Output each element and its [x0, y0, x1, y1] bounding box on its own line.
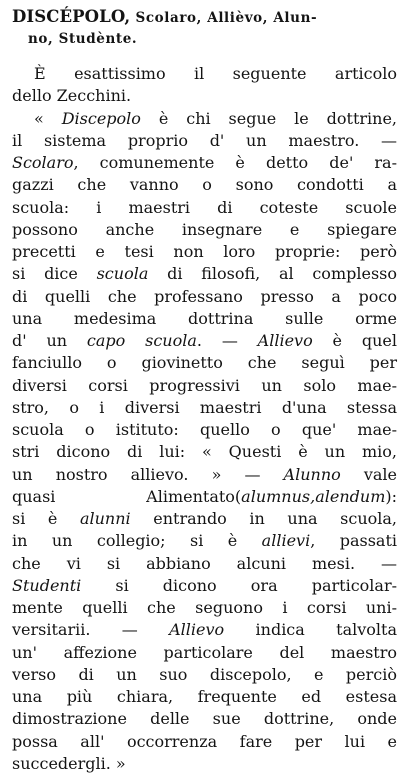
- italic-term: scuola: [96, 264, 149, 284]
- text-run: indica talvolta: [224, 620, 397, 640]
- italic-term: alunni: [79, 509, 131, 528]
- article-line: [12, 219, 397, 241]
- article-line: [12, 530, 397, 552]
- text-run: d' un: [12, 331, 87, 350]
- text-run: ):: [385, 486, 397, 506]
- article-line: [12, 441, 397, 463]
- text-run: succedergli. »: [12, 753, 126, 773]
- article-line: [12, 731, 397, 753]
- text-run: stri dicono di lui: « Questi è un mio,: [12, 442, 397, 462]
- italic-term: Scolaro: [12, 153, 74, 172]
- article-line: [12, 241, 397, 263]
- text-run: scuola o istituto: quello o que' mae-: [12, 420, 397, 439]
- italic-term: alumnus,alendum: [241, 486, 386, 506]
- text-run: . —: [196, 331, 258, 350]
- article-line: [12, 664, 397, 686]
- text-run: dimostrazione delle sue dottrine, onde: [12, 709, 397, 729]
- text-run: si dicono ora particolar-: [81, 575, 397, 595]
- article-line: [12, 753, 397, 775]
- article-line: [12, 397, 397, 419]
- text-run: versitarii. —: [12, 620, 170, 640]
- article-line: [12, 108, 397, 130]
- text-run: «: [34, 108, 62, 128]
- article-line: [12, 263, 397, 285]
- article-line: [12, 308, 397, 330]
- article-line: [12, 152, 397, 174]
- text-run: in un collegio; si è: [12, 531, 262, 551]
- article-line: [12, 708, 397, 730]
- text-run: quasi Alimentato(: [12, 486, 242, 506]
- article-line: [12, 352, 397, 374]
- text-run: un nostro allievo. » —: [12, 464, 284, 484]
- article-line: [12, 330, 397, 352]
- text-run: una medesima dottrina sulle orme: [12, 308, 397, 328]
- article-line: [12, 63, 397, 85]
- text-run: è chi segue le dottrine,: [140, 108, 398, 128]
- text-run: È esattissimo il seguente articolo: [34, 64, 397, 83]
- text-run: , comunemente è detto de' ra-: [73, 153, 397, 172]
- text-run: diversi corsi progressivi un solo mae-: [12, 375, 397, 395]
- entry-heading: [12, 6, 397, 50]
- text-run: è quel: [312, 331, 397, 350]
- article-line: [12, 619, 397, 641]
- text-run: di filosofi, al complesso: [148, 264, 397, 284]
- text-run: dello Zecchini.: [12, 86, 132, 106]
- text-run: di quelli che professano presso a poco: [12, 286, 397, 306]
- article-line: [12, 286, 397, 308]
- text-run: vale: [340, 464, 397, 484]
- text-run: entrando in una scuola,: [130, 509, 397, 528]
- article-line: [12, 486, 397, 508]
- synonyms-line-1: Scolaro, Allièvo, Alun-: [130, 10, 318, 26]
- text-run: fanciullo o giovinetto che seguì per: [12, 353, 397, 373]
- text-run: il sistema proprio d' un maestro. —: [12, 130, 397, 150]
- text-run: scuola: i maestri di coteste scuole: [12, 197, 397, 217]
- text-run: si è: [12, 509, 80, 528]
- article-line: [12, 686, 397, 708]
- article-line: [12, 419, 397, 441]
- headword: DISCÉPOLO,: [12, 7, 131, 26]
- italic-term: capo scuola: [86, 331, 197, 350]
- text-run: verso di un suo discepolo, e perciò: [12, 664, 397, 684]
- text-run: gazzi che vanno o sono condotti a: [12, 175, 397, 195]
- article-line: [12, 575, 397, 597]
- article-line: [12, 130, 397, 152]
- article-line: [12, 508, 397, 530]
- italic-term: Discepolo: [61, 108, 141, 128]
- italic-term: allievi: [261, 531, 311, 551]
- article-line: [12, 642, 397, 664]
- text-run: , passati: [310, 531, 397, 551]
- article-line: [12, 375, 397, 397]
- text-run: precetti e tesi non loro proprie: però: [12, 242, 397, 261]
- article-line: [12, 597, 397, 619]
- italic-term: Allievo: [257, 331, 313, 350]
- text-run: si dice: [12, 264, 97, 284]
- text-run: possono anche insegnare e spiegare: [12, 219, 397, 239]
- italic-term: Allievo: [169, 620, 225, 640]
- text-run: stro, o i diversi maestri d'una stessa: [12, 397, 397, 417]
- text-run: un' affezione particolare del maestro: [12, 642, 397, 662]
- synonyms-line-2: no, Studènte.: [28, 31, 138, 47]
- text-run: che vi si abbiano alcuni mesi. —: [12, 553, 397, 573]
- article-line: [12, 197, 397, 219]
- italic-term: Alunno: [283, 464, 341, 484]
- text-run: possa all' occorrenza fare per lui e: [12, 731, 397, 751]
- article-line: [12, 174, 397, 196]
- text-run: mente quelli che seguono i corsi uni-: [12, 598, 397, 617]
- italic-term: Studenti: [12, 575, 82, 595]
- article-line: [12, 85, 397, 107]
- article-line: [12, 464, 397, 486]
- text-run: una più chiara, frequente ed estesa: [12, 687, 397, 706]
- article-line: [12, 553, 397, 575]
- article-body: [12, 63, 397, 775]
